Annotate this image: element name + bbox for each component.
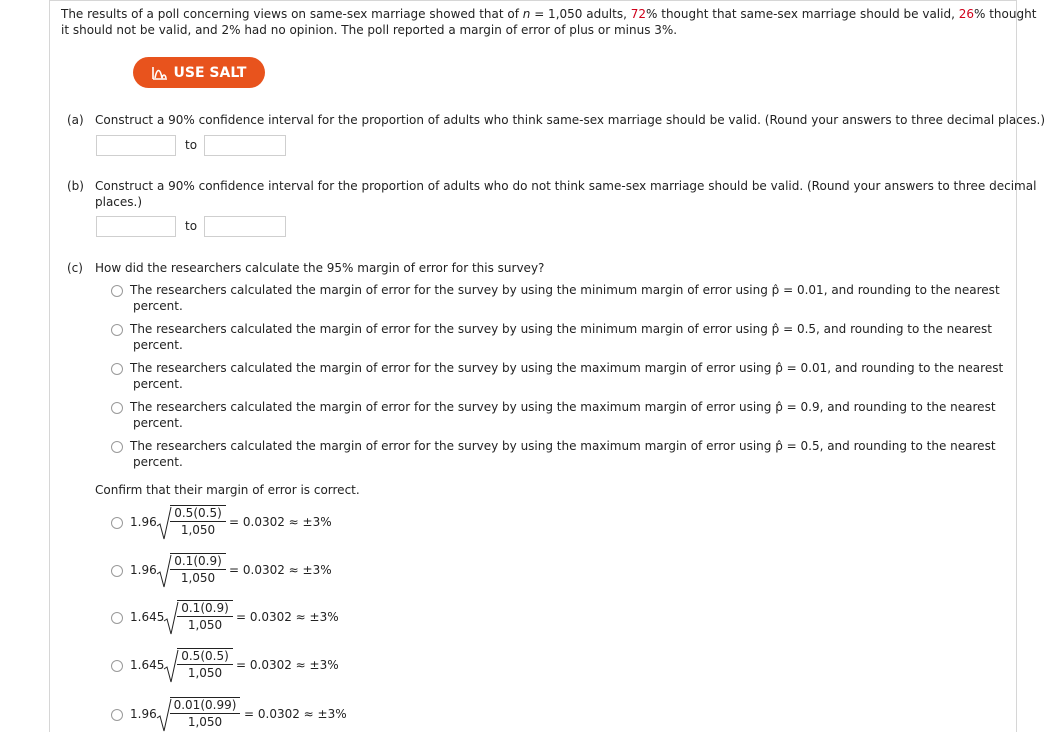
use-salt-button[interactable]: [133, 57, 265, 88]
formula-5-z: 1.96: [130, 707, 157, 721]
formula-1-z: 1.96: [130, 515, 157, 529]
option-3-line1: The researchers calculated the margin of error for the survey by using the maximum margin of error using p̂ = 0.01, and rounding to the nearest: [130, 361, 1004, 375]
pct-not-valid: 26: [958, 7, 974, 21]
part-b-lower-input[interactable]: [96, 216, 176, 237]
part-a-question: Construct a 90% confidence interval for the proportion of adults who think same-sex marriage should be valid. (Round your answers to three decimal places.): [95, 113, 1045, 127]
pct-valid: 72: [630, 7, 647, 21]
formula-2-fraction: [170, 553, 226, 586]
part-b-question-line1: Construct a 90% confidence interval for the proportion of adults who do not think same-sex marriage should be valid. (Round your answers to three decimal: [95, 179, 1037, 193]
formula-4-z: 1.645: [130, 658, 165, 672]
formula-1-denominator: 1,050: [180, 523, 216, 537]
part-b-upper-input[interactable]: [204, 216, 286, 237]
formula-2-z: 1.96: [130, 563, 157, 577]
formula-3-numerator: 0.1(0.9): [177, 601, 233, 617]
problem-statement-line2: it should not be valid, and 2% had no opinion. The poll reported a margin of error of plus or minus 3%.: [61, 23, 678, 37]
formula-radio-1[interactable]: [111, 517, 123, 529]
part-b-question-line2: places.): [95, 195, 143, 209]
part-c-question: How did the researchers calculate the 95% margin of error for this survey?: [95, 261, 545, 275]
part-a-lower-input[interactable]: [96, 135, 176, 156]
option-2-line1: The researchers calculated the margin of error for the survey by using the minimum margin of error using p̂ = 0.5, and rounding to the nearest: [130, 322, 993, 336]
formula-4-numerator: 0.5(0.5): [177, 649, 233, 665]
formula-radio-4[interactable]: [111, 660, 123, 672]
salt-chart-icon: [152, 66, 168, 80]
formula-1-fraction: [170, 505, 226, 538]
option-2-line2: percent.: [133, 338, 183, 352]
part-b-label: (b): [67, 179, 84, 193]
formula-radio-5[interactable]: [111, 709, 123, 721]
formula-5-numerator: 0.01(0.99): [170, 698, 240, 714]
formula-2-result: = 0.0302 ≈ ±3%: [229, 563, 332, 577]
option-radio-2[interactable]: [111, 324, 123, 336]
part-a-label: (a): [67, 113, 84, 127]
formula-1-result: = 0.0302 ≈ ±3%: [229, 515, 332, 529]
formula-2-denominator: 1,050: [180, 571, 216, 585]
formula-4-result: = 0.0302 ≈ ±3%: [236, 658, 339, 672]
problem-statement-line1: The results of a poll concerning views on same-sex marriage showed that of n = 1,050 adults, 72% thought that same-sex marriage should be valid, 26% thought: [61, 7, 1037, 21]
option-4-line1: The researchers calculated the margin of error for the survey by using the maximum margin of error using p̂ = 0.9, and rounding to the nearest: [130, 400, 996, 414]
option-radio-5[interactable]: [111, 441, 123, 453]
option-1-line2: percent.: [133, 299, 183, 313]
part-a-upper-input[interactable]: [204, 135, 286, 156]
option-3-line2: percent.: [133, 377, 183, 391]
formula-3-result: = 0.0302 ≈ ±3%: [236, 610, 339, 624]
formula-radio-3[interactable]: [111, 612, 123, 624]
formula-3-fraction: [177, 600, 233, 633]
use-salt-label: USE SALT: [173, 64, 247, 81]
part-b-to-label: to: [185, 219, 198, 233]
option-1-line1: The researchers calculated the margin of error for the survey by using the minimum margin of error using p̂ = 0.01, and rounding to the nearest: [130, 283, 1000, 297]
formula-3-denominator: 1,050: [187, 618, 223, 632]
option-4-line2: percent.: [133, 416, 183, 430]
formula-2-numerator: 0.1(0.9): [170, 554, 226, 570]
confirm-prompt: Confirm that their margin of error is correct.: [95, 483, 360, 497]
formula-5-result: = 0.0302 ≈ ±3%: [244, 707, 347, 721]
formula-4-denominator: 1,050: [187, 666, 223, 680]
part-c-label: (c): [67, 261, 83, 275]
formula-5-denominator: 1,050: [187, 715, 223, 729]
formula-1-numerator: 0.5(0.5): [170, 506, 226, 522]
formula-radio-2[interactable]: [111, 565, 123, 577]
formula-3-z: 1.645: [130, 610, 165, 624]
part-a-to-label: to: [185, 138, 198, 152]
formula-5-fraction: [170, 697, 240, 730]
option-radio-3[interactable]: [111, 363, 123, 375]
option-radio-1[interactable]: [111, 285, 123, 297]
formula-4-fraction: [177, 648, 233, 681]
option-radio-4[interactable]: [111, 402, 123, 414]
option-5-line1: The researchers calculated the margin of error for the survey by using the maximum margin of error using p̂ = 0.5, and rounding to the nearest: [130, 439, 996, 453]
option-5-line2: percent.: [133, 455, 183, 469]
